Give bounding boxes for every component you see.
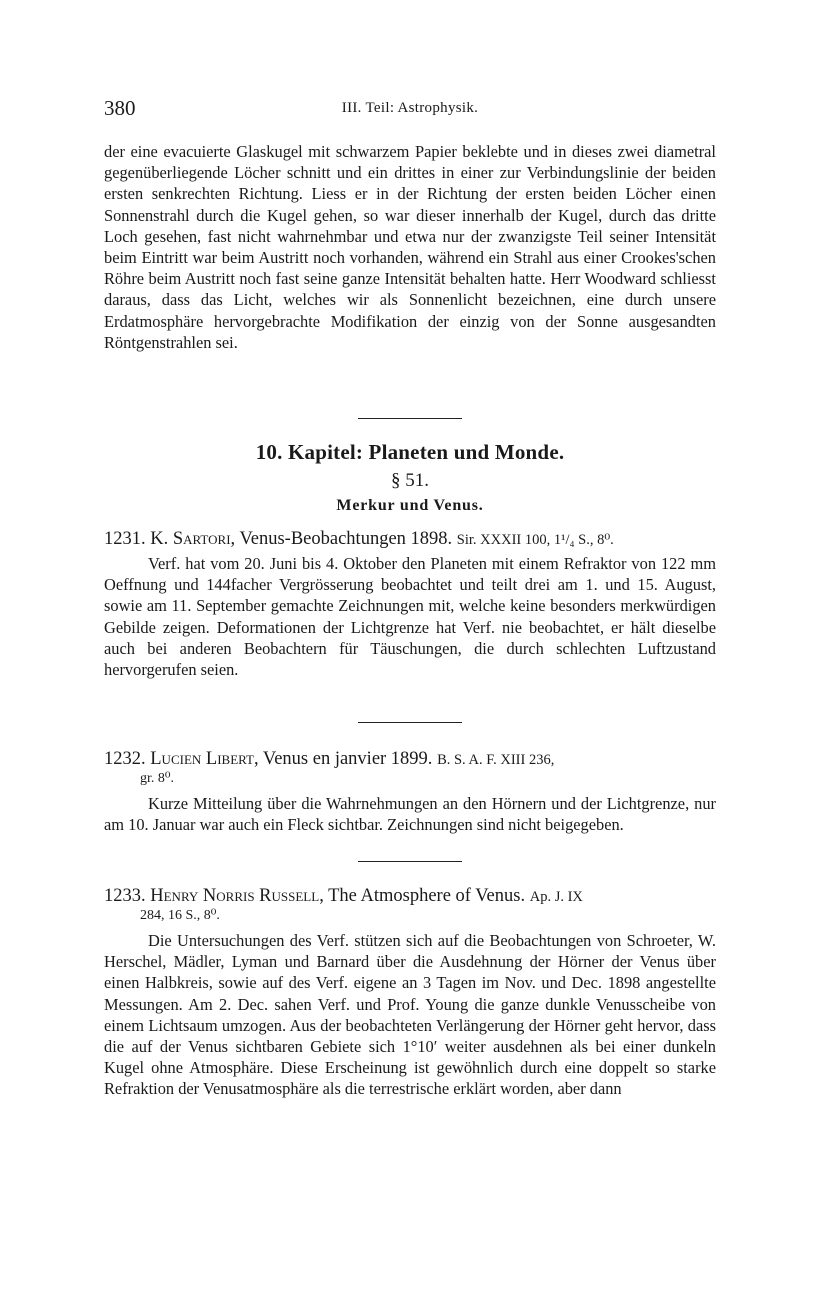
running-header (104, 96, 716, 122)
entry-abstract-text: Die Untersuchungen des Verf. stützen sich auf die Beobachtungen von Schroeter, W. Herschel, Mädler, Lyman und Barnard über die Ausdehnung der Hörner der Venus über einen Halbkreis, sowie auf des Verf. eigene an 3 Tagen im Nov. und Dec. 1898 angestellte Messungen. Am 2. Dec. sahen Verf. und Prof. Young die ganze dunkle Venusscheibe von einem Lichtsaum umzogen. Aus der beobachteten Verlängerung der Hörner geht hervor, dass die auf der Venus sichtbaren Gebiete sich 1°10′ weiter ausdehnen als bei einer dunkeln Kugel ohne Atmosphäre. Diese Erscheinung ist gewöhnlich durch eine doppelt so starke Refraktion der Venusatmosphäre als die terrestrische erklärt worden, aber dann (104, 931, 716, 1099)
entry-title: Venus en janvier 1899. (262, 749, 433, 769)
separator-rule (358, 861, 462, 862)
intro-paragraph-text: der eine evacuierte Glaskugel mit schwarzem Papier beklebte und in dieses zwei diametral gegenüberliegende Löcher schnitt und ein drittes in einer zur Verbindungslinie der beiden ersten senkrechten Richtung. Liess er in der Richtung der ersten beiden Löcher einen Sonnenstrahl durch die Kugel gehen, so war dieser innerhalb der Kugel, durch das dritte Loch gesehen, fast nicht wahrnehmbar und etwa nur der zwanzigste Teil seiner Intensität beim Eintritt war beim Austritt noch vorhanden, während ein Strahl aus einer Crookes'schen Röhre beim Austritt noch fast seine ganze Intensität behalten hatte. Herr Woodward schliesst daraus, dass das Licht, welches wir als Sonnenlicht bezeichnen, eine durch unsere Erdatmosphäre hervorgebrachte Modifikation der einzig von der Sonne ausgesandten Röntgenstrahlen sei. (104, 142, 716, 352)
entry-number: 1231. (104, 529, 146, 549)
entry-abstract-text: Verf. hat vom 20. Juni bis 4. Oktober den Planeten mit einem Refraktor von 122 mm Oeffnung und 144facher Vergrösserung beobachtet und teilt drei am 1. und 15. August, sowie am 11. September gemachte Zeichnungen mit, welche keine besonders merkwürdigen Gebilde zeigen. Deformationen der Lichtgrenze hat Verf. nie beobachtet, er hält dieselbe auch bei anderen Beobachtern für Täuschungen, die durch schlechten Luftzustand hervorgerufen seien. (104, 554, 716, 680)
entry-heading (104, 885, 724, 908)
section-number: § 51. (391, 470, 429, 491)
separator-rule (358, 418, 462, 419)
page-number: 380 (104, 96, 136, 120)
entry-title: Venus-Beobachtungen 1898. (239, 529, 453, 549)
entry-title: The Atmosphere of Venus. (328, 886, 526, 906)
entry-author: Henry Norris Russell, (150, 886, 324, 906)
entry-source: Sir. XXXII 100, 1¹/₄ S., 8⁰. (456, 532, 614, 548)
separator-rule (358, 722, 462, 723)
entry-abstract (104, 793, 716, 835)
entry-abstract (104, 930, 716, 1100)
entry-number: 1232. (104, 749, 146, 769)
entry-number: 1233. (104, 886, 146, 906)
entry-author: Lucien Libert, (150, 749, 259, 769)
section-subtitle: Merkur und Venus. (336, 497, 484, 514)
chapter-title: 10. Kapitel: Planeten und Monde. (255, 440, 565, 464)
entry-source: Ap. J. IX (529, 889, 583, 905)
entry-abstract (104, 553, 716, 680)
entry-source: B. S. A. F. XIII 236, (437, 752, 555, 768)
running-title: III. Teil: Astrophysik. (341, 100, 479, 116)
entry-source-continuation: gr. 8⁰. (140, 771, 175, 786)
entry-heading (104, 528, 724, 551)
intro-paragraph (104, 141, 716, 353)
entry-heading (104, 748, 724, 771)
entry-source-continuation: 284, 16 S., 8⁰. (140, 908, 220, 923)
entry-author: K. Sartori, (150, 529, 236, 549)
entry-abstract-text: Kurze Mitteilung über die Wahrnehmungen an den Hörnern und der Lichtgrenze, nur am 10. Januar war auch ein Fleck sichtbar. Zeichnungen sind nicht beigegeben. (104, 794, 716, 835)
